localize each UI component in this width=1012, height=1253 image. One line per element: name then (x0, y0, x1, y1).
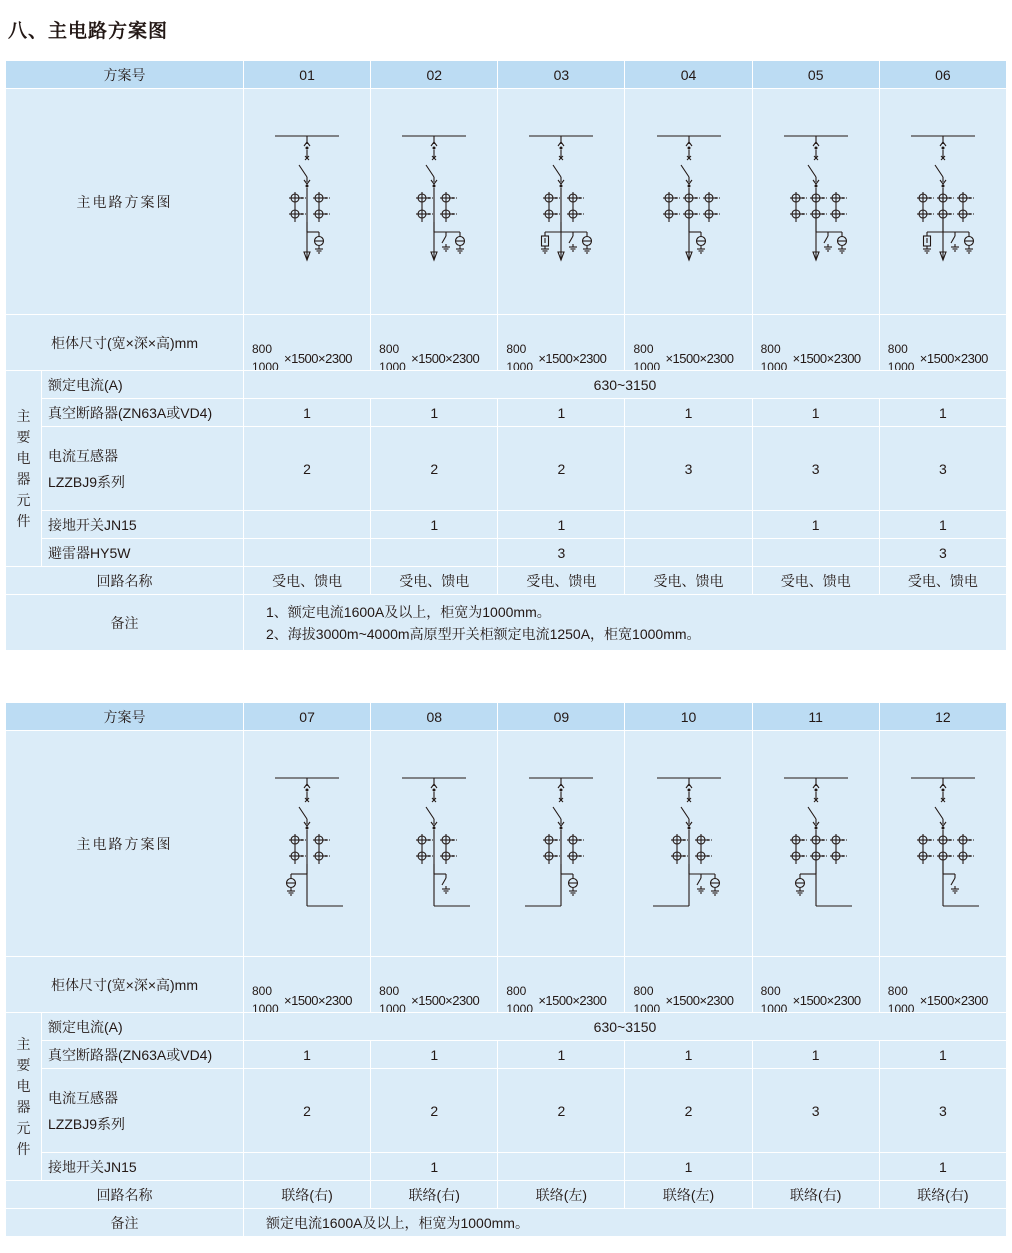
size-cell (498, 315, 625, 371)
group-char: 电 (16, 1077, 31, 1094)
group-char: 电 (16, 449, 31, 466)
width-1000: 1000 (252, 1001, 279, 1013)
width-800: 800 (252, 341, 273, 356)
depth-height: ×1500×2300 (792, 350, 861, 366)
group-char: 件 (16, 512, 31, 529)
component-label: 避雷器HY5W (42, 539, 244, 567)
width-1000: 1000 (506, 1001, 534, 1013)
component-qty: 1 (371, 1041, 498, 1069)
depth-height: ×1500×2300 (919, 350, 988, 366)
group-char: 件 (16, 1140, 31, 1157)
width-1000: 1000 (252, 359, 279, 371)
circuit-diagram (371, 731, 498, 957)
width-1000: 1000 (760, 359, 788, 371)
scheme-number: 01 (244, 61, 371, 89)
circuit-name: 联络(左) (498, 1181, 625, 1209)
width-1000: 1000 (379, 359, 406, 371)
group-char: 要 (16, 1056, 31, 1073)
header-row (6, 61, 1007, 89)
circuit-name: 受电、馈电 (371, 567, 498, 595)
component-qty: 1 (371, 1153, 498, 1181)
component-qty: 2 (498, 1069, 625, 1153)
component-qty: 1 (625, 1041, 752, 1069)
remarks (244, 1209, 1007, 1237)
scheme-number: 12 (879, 703, 1006, 731)
width-800: 800 (379, 983, 400, 998)
component-qty: 1 (625, 399, 752, 427)
component-qty: 2 (498, 427, 625, 511)
single-line-diagram (386, 102, 482, 302)
diagram-row-label: 主电路方案图 (6, 731, 244, 957)
circuit-diagram (625, 89, 752, 315)
component-row (6, 1041, 1007, 1069)
component-qty: 1 (752, 399, 879, 427)
circuit-diagram (879, 731, 1006, 957)
width-1000: 1000 (760, 1001, 788, 1013)
single-line-diagram (768, 744, 864, 944)
single-line-diagram (513, 744, 609, 944)
group-char: 器 (16, 470, 31, 487)
single-line-diagram (259, 744, 355, 944)
depth-height: ×1500×2300 (919, 992, 988, 1008)
component-qty: 2 (244, 427, 371, 511)
width-1000: 1000 (633, 1001, 661, 1013)
width-800: 800 (633, 341, 654, 356)
circuit-diagram (244, 731, 371, 957)
circuit-diagram (879, 89, 1006, 315)
circuit-diagram (244, 89, 371, 315)
component-label: 电流互感器 LZZBJ9系列 (42, 1069, 244, 1153)
scheme-number: 02 (371, 61, 498, 89)
group-char: 元 (16, 491, 31, 508)
component-qty: 2 (625, 1069, 752, 1153)
single-line-diagram (386, 744, 482, 944)
remarks-row (6, 1209, 1007, 1237)
rated-current-label: 额定电流(A) (42, 371, 244, 399)
circuit-name: 受电、馈电 (244, 567, 371, 595)
single-line-diagram (513, 102, 609, 302)
rated-current-label: 额定电流(A) (42, 1013, 244, 1041)
rated-current-row (6, 371, 1007, 399)
component-qty: 1 (625, 1153, 752, 1181)
diagram-row (6, 89, 1007, 315)
size-cell (625, 957, 752, 1013)
width-800: 800 (252, 983, 273, 998)
component-row (6, 399, 1007, 427)
circuit-name: 受电、馈电 (879, 567, 1006, 595)
component-qty: 1 (879, 511, 1006, 539)
scheme-number: 08 (371, 703, 498, 731)
component-qty (498, 1153, 625, 1181)
width-1000: 1000 (887, 1001, 915, 1013)
component-qty (371, 539, 498, 567)
component-qty: 1 (371, 511, 498, 539)
scheme-number: 09 (498, 703, 625, 731)
component-label: 真空断路器(ZN63A或VD4) (42, 399, 244, 427)
remarks-label: 备注 (6, 1209, 244, 1237)
main-components-group-label (6, 1013, 42, 1181)
depth-height: ×1500×2300 (538, 992, 607, 1008)
rated-current-value: 630~3150 (244, 1013, 1007, 1041)
component-qty: 1 (498, 399, 625, 427)
size-cell (752, 315, 879, 371)
component-qty: 1 (244, 399, 371, 427)
circuit-diagram (498, 731, 625, 957)
circuit-name-row (6, 1181, 1007, 1209)
circuit-name-label: 回路名称 (6, 1181, 244, 1209)
scheme-number: 10 (625, 703, 752, 731)
size-cell (244, 957, 371, 1013)
size-label: 柜体尺寸(宽×深×高)mm (6, 315, 244, 371)
depth-height: ×1500×2300 (411, 350, 480, 366)
scheme-number: 04 (625, 61, 752, 89)
size-cell (879, 957, 1006, 1013)
group-char: 主 (16, 1035, 31, 1052)
single-line-diagram (641, 744, 737, 944)
size-cell (371, 315, 498, 371)
scheme-number: 05 (752, 61, 879, 89)
component-qty: 2 (371, 427, 498, 511)
remark-line: 额定电流1600A及以上，柜宽为1000mm。 (266, 1214, 529, 1231)
component-qty: 3 (752, 1069, 879, 1153)
component-qty: 2 (371, 1069, 498, 1153)
circuit-name: 联络(右) (752, 1181, 879, 1209)
width-800: 800 (887, 983, 908, 998)
component-label: 接地开关JN15 (42, 1153, 244, 1181)
size-cell (498, 957, 625, 1013)
component-qty (625, 539, 752, 567)
component-label: 真空断路器(ZN63A或VD4) (42, 1041, 244, 1069)
component-qty: 1 (498, 511, 625, 539)
circuit-name-row (6, 567, 1007, 595)
component-qty (244, 539, 371, 567)
single-line-diagram (768, 102, 864, 302)
circuit-name: 联络(右) (244, 1181, 371, 1209)
remarks (244, 595, 1007, 651)
remarks-label: 备注 (6, 595, 244, 651)
scheme-number-label: 方案号 (6, 61, 244, 89)
circuit-name: 联络(左) (625, 1181, 752, 1209)
width-800: 800 (506, 341, 527, 356)
component-label: 接地开关JN15 (42, 511, 244, 539)
component-qty: 3 (625, 427, 752, 511)
width-800: 800 (379, 341, 400, 356)
width-1000: 1000 (887, 359, 915, 371)
width-1000: 1000 (379, 1001, 406, 1013)
component-qty: 1 (879, 399, 1006, 427)
component-qty: 1 (752, 1041, 879, 1069)
size-row (6, 957, 1007, 1013)
group-char: 主 (16, 407, 31, 424)
circuit-name-label: 回路名称 (6, 567, 244, 595)
remark-line: 2、海拔3000m~4000m高原型开关柜额定电流1250A，柜宽1000mm。 (266, 625, 701, 642)
scheme-number: 11 (752, 703, 879, 731)
size-label: 柜体尺寸(宽×深×高)mm (6, 957, 244, 1013)
component-qty: 3 (879, 1069, 1006, 1153)
width-800: 800 (887, 341, 908, 356)
component-qty: 3 (879, 539, 1006, 567)
rated-current-row (6, 1013, 1007, 1041)
scheme-number: 07 (244, 703, 371, 731)
diagram-row (6, 731, 1007, 957)
component-qty (244, 1153, 371, 1181)
component-qty: 1 (879, 1041, 1006, 1069)
circuit-diagram (752, 731, 879, 957)
header-row (6, 703, 1007, 731)
size-cell (625, 315, 752, 371)
scheme-number: 03 (498, 61, 625, 89)
circuit-name: 联络(右) (879, 1181, 1006, 1209)
depth-height: ×1500×2300 (665, 992, 734, 1008)
component-qty: 1 (498, 1041, 625, 1069)
page-heading: 八、主电路方案图 (8, 20, 169, 42)
scheme-table-1 (5, 60, 1007, 651)
width-1000: 1000 (506, 359, 534, 371)
component-qty (752, 539, 879, 567)
depth-height: ×1500×2300 (792, 992, 861, 1008)
component-label: 电流互感器 LZZBJ9系列 (42, 427, 244, 511)
circuit-diagram (752, 89, 879, 315)
size-cell (879, 315, 1006, 371)
single-line-diagram (259, 102, 355, 302)
single-line-diagram (895, 744, 991, 944)
width-800: 800 (633, 983, 654, 998)
circuit-name: 受电、馈电 (498, 567, 625, 595)
scheme-number-label: 方案号 (6, 703, 244, 731)
component-row (6, 511, 1007, 539)
group-char: 器 (16, 1098, 31, 1115)
component-qty: 1 (244, 1041, 371, 1069)
component-row (6, 1153, 1007, 1181)
size-row (6, 315, 1007, 371)
component-row (6, 427, 1007, 511)
width-800: 800 (760, 983, 781, 998)
circuit-diagram (625, 731, 752, 957)
component-qty: 3 (879, 427, 1006, 511)
scheme-table-2 (5, 702, 1007, 1237)
depth-height: ×1500×2300 (665, 350, 734, 366)
scheme-number: 06 (879, 61, 1006, 89)
component-qty: 1 (752, 511, 879, 539)
single-line-diagram (641, 102, 737, 302)
rated-current-value: 630~3150 (244, 371, 1007, 399)
depth-height: ×1500×2300 (284, 350, 353, 366)
depth-height: ×1500×2300 (284, 992, 353, 1008)
size-cell (244, 315, 371, 371)
component-qty: 1 (371, 399, 498, 427)
circuit-diagram (371, 89, 498, 315)
component-qty: 3 (752, 427, 879, 511)
size-cell (371, 957, 498, 1013)
circuit-name: 受电、馈电 (625, 567, 752, 595)
group-char: 要 (16, 428, 31, 445)
group-char: 元 (16, 1119, 31, 1136)
circuit-name: 联络(右) (371, 1181, 498, 1209)
diagram-row-label: 主电路方案图 (6, 89, 244, 315)
size-cell (752, 957, 879, 1013)
component-qty (625, 511, 752, 539)
single-line-diagram (895, 102, 991, 302)
component-qty: 3 (498, 539, 625, 567)
component-qty (244, 511, 371, 539)
component-row (6, 539, 1007, 567)
width-800: 800 (760, 341, 781, 356)
component-qty (752, 1153, 879, 1181)
component-qty: 2 (244, 1069, 371, 1153)
component-qty: 1 (879, 1153, 1006, 1181)
remark-line: 1、额定电流1600A及以上，柜宽为1000mm。 (266, 603, 551, 620)
depth-height: ×1500×2300 (538, 350, 607, 366)
circuit-diagram (498, 89, 625, 315)
width-800: 800 (506, 983, 527, 998)
remarks-row (6, 595, 1007, 651)
circuit-name: 受电、馈电 (752, 567, 879, 595)
depth-height: ×1500×2300 (411, 992, 480, 1008)
width-1000: 1000 (633, 359, 661, 371)
main-components-group-label (6, 371, 42, 567)
component-row (6, 1069, 1007, 1153)
